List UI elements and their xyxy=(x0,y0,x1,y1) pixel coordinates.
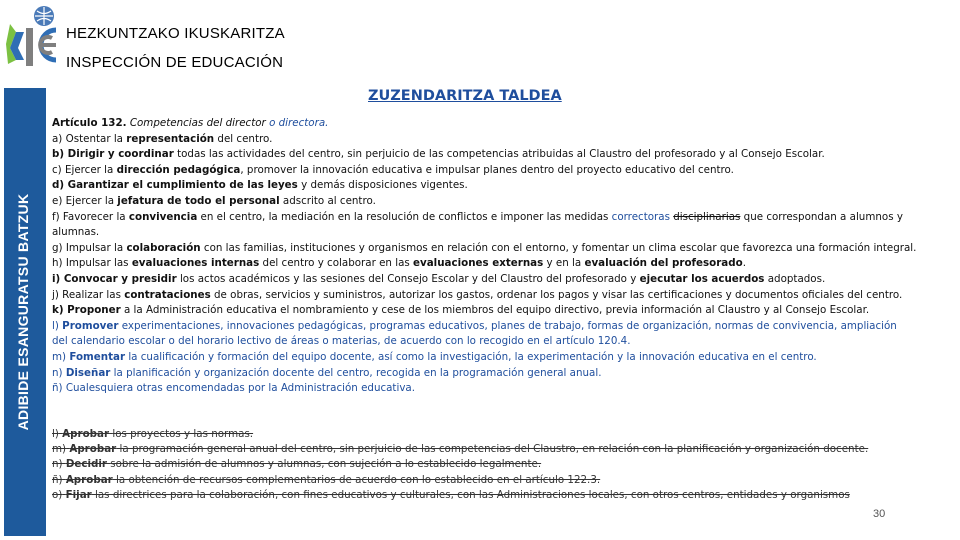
page-number: 30 xyxy=(873,508,886,520)
list-item-ene: ñ) Cualesquiera otras encomendadas por la Administración educativa. xyxy=(52,382,416,395)
header-title-spanish: INSPECCIÓN DE EDUCACIÓN xyxy=(66,54,284,71)
list-item-m: m) Fomentar la cualificación y formación del equipo docente, así como la investigación, la experimentación y la innovación educativa en el centro. xyxy=(52,350,817,363)
article-heading xyxy=(52,116,948,132)
list-item-l-continuation: del calendario escolar o del horario lectivo de áreas o materias, de acuerdo con lo recogido en el artículo 120.4. xyxy=(52,335,631,348)
removed-item-l: l) Aprobar los proyectos y las normas. xyxy=(52,427,254,440)
article-title-added: o directora. xyxy=(269,117,329,129)
list-item-a: a) Ostentar la representación del centro. xyxy=(52,132,273,145)
article-title: Competencias del director xyxy=(129,117,266,129)
list-item-g: g) Impulsar la colaboración con las familias, instituciones y organismos en relación con el entorno, y fomentar un clima escolar que favorezca una formación integral. xyxy=(52,241,917,254)
removed-items xyxy=(52,427,948,503)
list-item-k: k) Proponer a la Administración educativa el nombramiento y cese de los miembros del equipo directivo, previa información al Claustro y al Consejo Escolar. xyxy=(52,304,870,317)
sidebar-label: ADIBIDE ESANGURATSU BATZUK xyxy=(15,193,31,431)
list-item-f-continuation: alumnas. xyxy=(52,226,100,239)
list-item-i: i) Convocar y presidir los actos académicos y las sesiones del Consejo Escolar y del Claustro del profesorado y ejecutar los acuerdos adoptados. xyxy=(52,272,826,285)
removed-item-m: m) Aprobar la programación general anual del centro, sin perjuicio de las competencias del Claustro, en relación con la planificación y organización docente. xyxy=(52,442,869,455)
list-item-n: n) Diseñar la planificación y organización docente del centro, recogida en la programación general anual. xyxy=(52,366,602,379)
removed-item-n: n) Decidir sobre la admisión de alumnos y alumnas, con sujeción a lo establecido legalmente. xyxy=(52,458,542,471)
article-body xyxy=(52,116,948,503)
list-item-d: d) Garantizar el cumplimiento de las leyes y demás disposiciones vigentes. xyxy=(52,179,468,192)
list-item-f: f) Favorecer la convivencia en el centro, la mediación en la resolución de conflictos e imponer las medidas correctoras disciplinarias que correspondan a alumnos y xyxy=(52,210,903,223)
header-title-basque: HEZKUNTZAKO IKUSKARITZA xyxy=(66,25,285,42)
removed-item-ene: ñ) Aprobar la obtención de recursos complementarios de acuerdo con lo establecido en el artículo 122.3. xyxy=(52,473,601,486)
inspeccion-logo xyxy=(4,4,66,70)
list-item-e: e) Ejercer la jefatura de todo el personal adscrito al centro. xyxy=(52,194,376,207)
removed-item-o: o) Fijar las directrices para la colaboración, con fines educativos y culturales, con las Administraciones locales, con otros centros, entidades y organismos xyxy=(52,488,850,501)
list-item-l: l) Promover experimentaciones, innovaciones pedagógicas, programas educativos, planes de trabajo, formas de organización, normas de convivencia, ampliación xyxy=(52,319,897,332)
list-item-h: h) Impulsar las evaluaciones internas del centro y colaborar en las evaluaciones externas y en la evaluación del profesorado. xyxy=(52,257,746,270)
article-number: Artículo 132. xyxy=(52,117,127,129)
list-item-b: b) Dirigir y coordinar todas las actividades del centro, sin perjuicio de las competencias atribuidas al Claustro del profesorado y al Consejo Escolar. xyxy=(52,148,825,161)
page-title: ZUZENDARITZA TALDEA xyxy=(368,88,562,104)
list-item-c: c) Ejercer la dirección pedagógica, promover la innovación educativa e impulsar planes dentro del proyecto educativo del centro. xyxy=(52,163,734,176)
list-item-j: j) Realizar las contrataciones de obras, servicios y suministros, autorizar los gastos, ordenar los pagos y visar las certificaciones y documentos oficiales del centro. xyxy=(52,288,903,301)
